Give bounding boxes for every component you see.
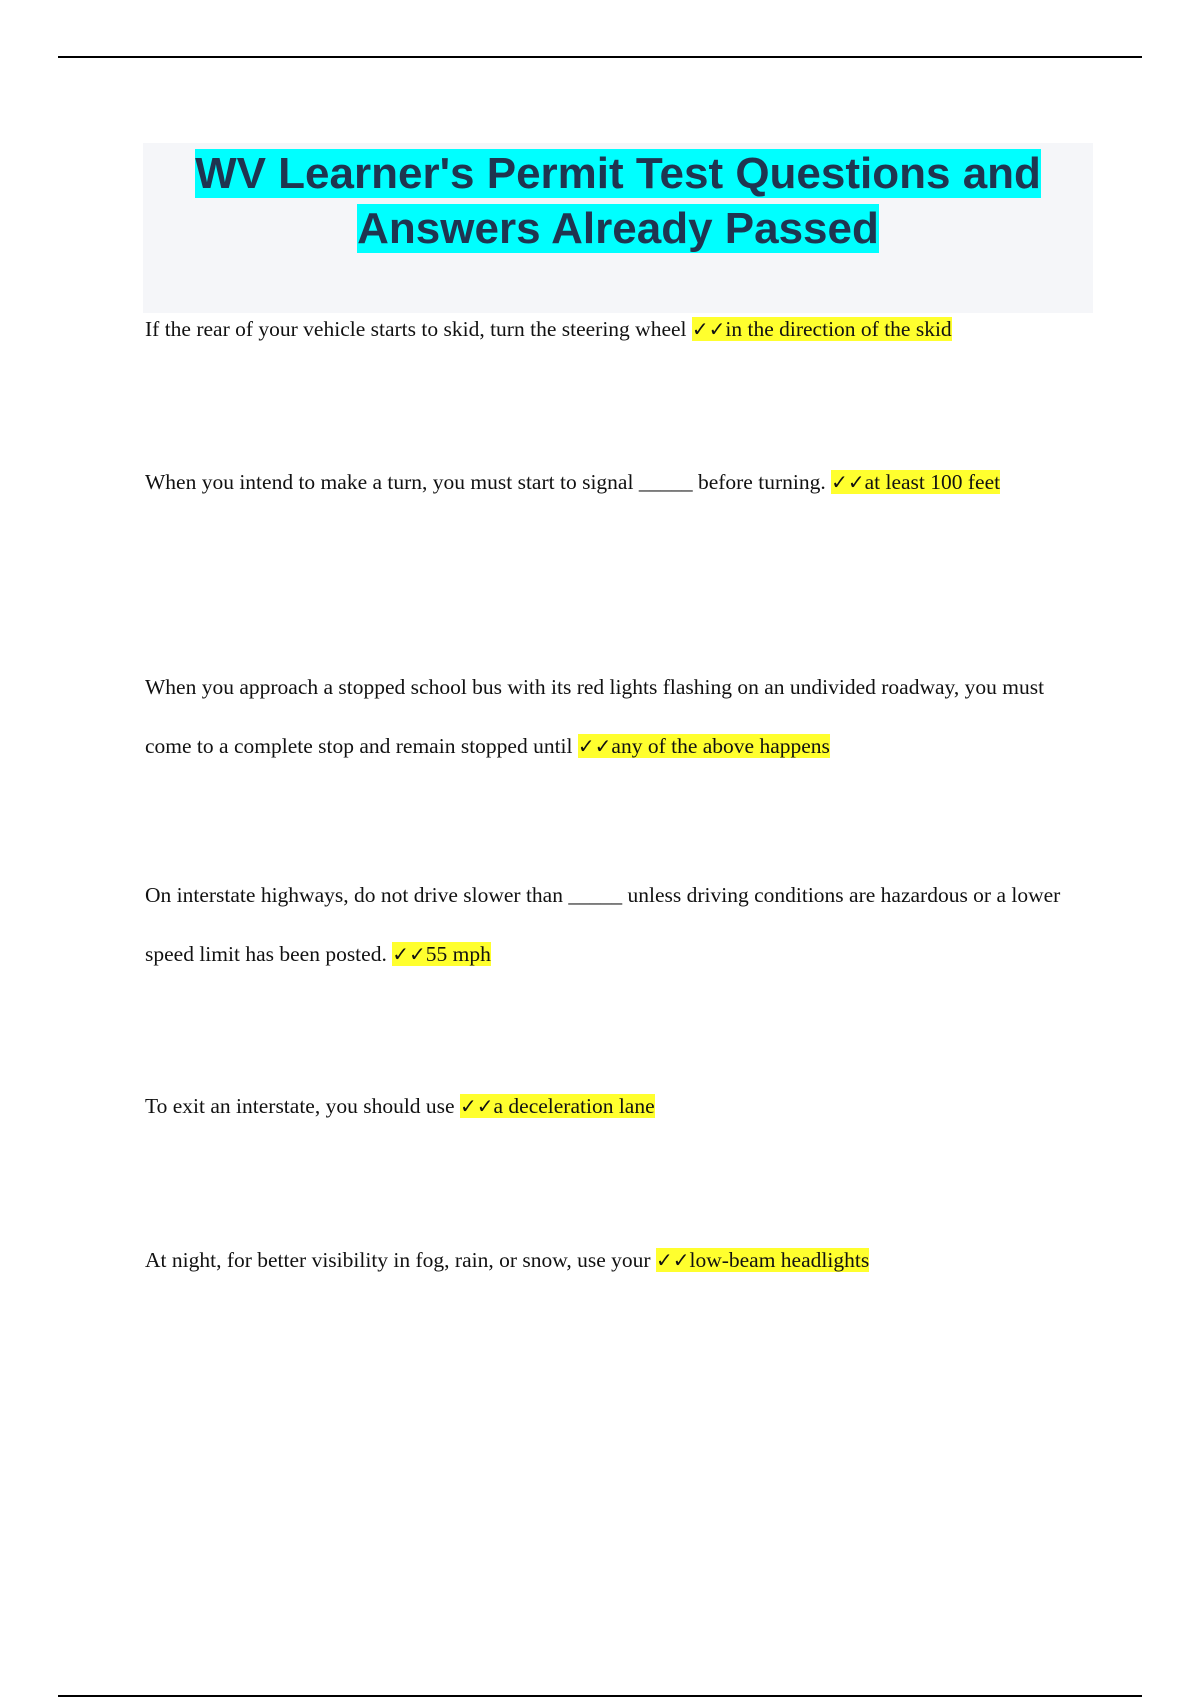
answer-highlight — [392, 942, 491, 966]
question-text: On interstate highways, do not drive slower than _____ unless driving conditions are hazardous or a lower speed limit has been posted. — [145, 883, 1061, 966]
question-text: To exit an interstate, you should use — [145, 1094, 455, 1118]
answer-highlight — [656, 1248, 869, 1272]
question-text: If the rear of your vehicle starts to skid, turn the steering wheel — [145, 317, 687, 341]
answer-text: low-beam headlights — [689, 1248, 870, 1272]
bottom-rule — [58, 1695, 1142, 1697]
qa-item-1 — [145, 300, 1085, 359]
qa-item-5 — [145, 1077, 1085, 1136]
double-check-icon: ✓✓ — [392, 942, 426, 966]
title-line-1: WV Learner's Permit Test Questions and — [195, 149, 1041, 198]
title-line-2: Answers Already Passed — [357, 204, 879, 253]
answer-highlight — [578, 734, 830, 758]
answer-highlight — [460, 1094, 655, 1118]
answer-text: a deceleration lane — [493, 1094, 655, 1118]
qa-item-6 — [145, 1231, 1085, 1290]
qa-item-4 — [145, 866, 1085, 984]
top-rule — [58, 56, 1142, 58]
answer-highlight — [692, 317, 952, 341]
question-text: When you intend to make a turn, you must start to signal _____ before turning. — [145, 470, 826, 494]
answer-text: any of the above happens — [611, 734, 830, 758]
answer-text: in the direction of the skid — [725, 317, 952, 341]
answer-highlight — [831, 470, 1000, 494]
question-text: When you approach a stopped school bus with its red lights flashing on an undivided roadway, you must come to a complete stop and remain stopped until — [145, 675, 1045, 758]
double-check-icon: ✓✓ — [577, 734, 612, 758]
title-block — [143, 143, 1093, 313]
qa-item-3 — [145, 658, 1085, 776]
double-check-icon: ✓✓ — [691, 317, 726, 341]
qa-item-2 — [145, 453, 1085, 512]
answer-text: 55 mph — [425, 942, 491, 966]
answer-text: at least 100 feet — [864, 470, 1001, 494]
double-check-icon: ✓✓ — [459, 1094, 494, 1118]
double-check-icon: ✓✓ — [831, 470, 865, 494]
double-check-icon: ✓✓ — [655, 1248, 690, 1272]
question-text: At night, for better visibility in fog, rain, or snow, use your — [145, 1248, 651, 1272]
document-title — [143, 143, 1093, 256]
